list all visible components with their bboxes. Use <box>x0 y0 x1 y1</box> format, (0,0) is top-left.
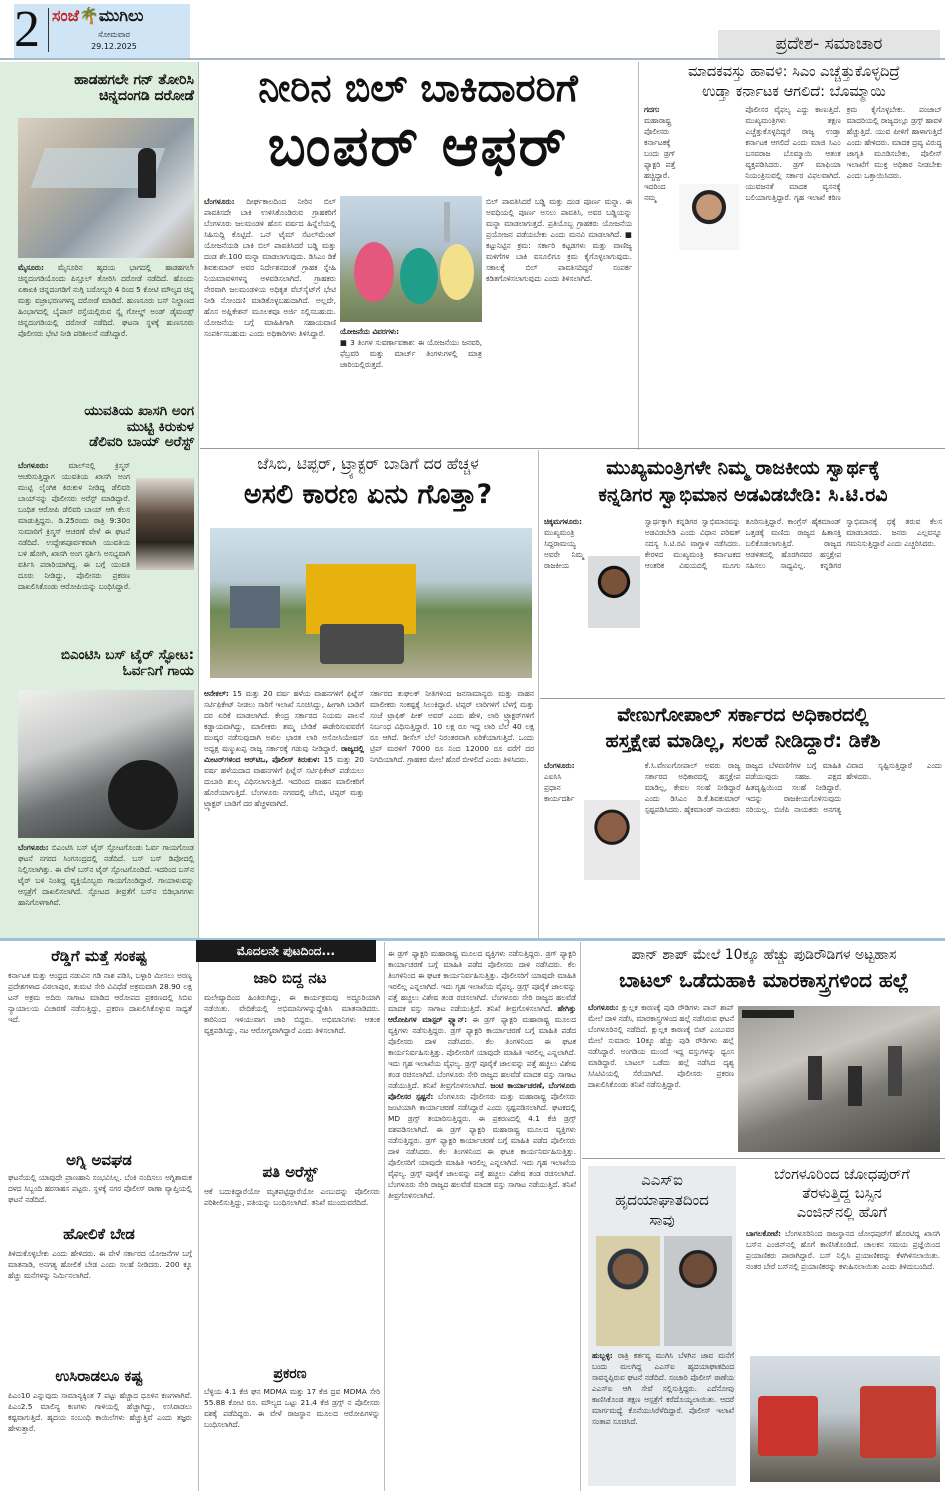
column-rule <box>198 942 199 1491</box>
story-gun-robbery <box>8 72 194 104</box>
fire-text: ಘಟನೆಯಲ್ಲಿ ಯಾವುದೇ ಪ್ರಾಣಹಾನಿ ಸಂಭವಿಸಿಲ್ಲ. ಬೆಂಕಿ ನಂದಿಸಲು ಅಗ್ನಿಶಾಮಕ ದಳದ ಸಿಬ್ಬಂದಿ ಹರಸಾಹಸ ಪಟ್ಟರು. ಸ್ಥಳಕ್ಕೆ ನಗರ ಪೊಲೀಸ್ ಠಾಣಾ ವ್ಯಾಪ್ತಿಯಲ್ಲಿ ಘಟನೆ ನಡೆದಿದೆ. <box>8 1173 192 1204</box>
continued-from-front-banner: ಮೊದಲನೇ ಪುಟದಿಂದ... <box>196 940 376 962</box>
section-rule <box>540 698 945 699</box>
logo-part-2: ಮುಗಿಲು <box>98 6 144 25</box>
jcb-tipper-photo <box>210 528 532 678</box>
section-rule-blue <box>0 938 945 941</box>
cctv-photo-pan-shop <box>738 1006 940 1152</box>
bus-tyre-photo <box>18 690 194 838</box>
husband-headline: ಪತಿ ಅರೆಸ್ಟ್ <box>262 1163 318 1181</box>
story-text: ಬೆಂಗಳೂರು: ಬಿಎಂಟಿಸಿ ಬಸ್ ಟೈರ್ ಸ್ಫೋಟಗೊಂಡು ಓರ್ವ ಗಾಯಗೊಂಡ ಘಟನೆ ನಗರದ ಸಿಂಗಸಂದ್ರದಲ್ಲಿ ನಡೆದಿದೆ. ಬಸ್ ಬಸ್ ಡಿಪೋದಲ್ಲಿ ನಿಲ್ಲಿಸಲಾಗಿತ್ತು. ಈ ವೇಳೆ ಬಸ್‌ನ ಟೈರ್ ಸ್ಫೋಟಗೊಂಡಿದೆ. ಇದರಿಂದ ಬಸ್‌ನ ಟೈರ್ ಬಳಿ ನಿಂತಿದ್ದ ವ್ಯಕ್ತಿಯೊಬ್ಬರು ಗಾಯಗೊಂಡಿದ್ದಾರೆ. ಗಾಯಾಳುವನ್ನು ಆಸ್ಪತ್ರೆಗೆ ದಾಖಲಿಸಲಾಗಿದೆ. ಸ್ಫೋಟದ ತೀವ್ರತೆಗೆ ಬಸ್‌ನ ಬಿಡಿಭಾಗಗಳು ಹಾನಿಗೊಳಗಾಗಿವೆ. <box>18 843 194 907</box>
actor-text: ಮಲೇಷ್ಯಾದಿಂದ ಹಿಂತಿರುಗಿದ್ದು, ಈ ಕಾರ್ಯಕ್ರಮವು ಅದ್ದೂರಿಯಾಗಿ ನಡೆಯಿತು. ವೇದಿಕೆಯಲ್ಲಿ ಅಭಿಮಾನಿಗಳನ್ನುದ್ದೇಶಿಸಿ ಮಾತನಾಡಿದರು. ಕಾರಿನಿಂದ ಇಳಿಯುವಾಗ ಜಾರಿ ಬಿದ್ದರು. ಅಭಿಮಾನಿಗಳು ಆತಂಕ ವ್ಯಕ್ತಪಡಿಸಿದ್ದು, ನಟ ಆರೋಗ್ಯವಾಗಿದ್ದಾರೆ ಎಂದು ತಿಳಿಸಲಾಗಿದೆ. <box>204 993 380 1035</box>
logo-part-1: ಸಂಜೆ <box>52 6 79 25</box>
asi-uniform-photo <box>596 1236 660 1346</box>
section-rule <box>200 448 945 449</box>
masthead-day: ಸೋಮವಾರ <box>98 30 130 39</box>
column-rule <box>638 62 639 450</box>
actor-headline: ಜಾರಿ ಬಿದ್ದ ನಟ <box>253 969 327 987</box>
masthead-date: 29.12.2025 <box>91 42 137 51</box>
story-text: ಬೆಂಗಳೂರು: ಮಾಲ್‌ನಲ್ಲಿ ಕ್ರಿಸ್ಮಸ್ ಆಚರಿಸುತ್ತಿದ್ದಾಗ ಯುವತಿಯ ಖಾಸಗಿ ಅಂಗ ಮುಟ್ಟಿ ಲೈಂಗಿಕ ಕಿರುಕುಳ ನೀಡಿದ್ದ ಡೆಲಿವರಿ ಬಾಯ್‌ನನ್ನು ಪೊಲೀಸರು ಅರೆಸ್ಟ್ ಮಾಡಿದ್ದಾರೆ. ಬಂಧಿತ ಆರೋಪಿ ಡೆಲಿವರಿ ಬಾಯ್ ಆಗಿ ಕೆಲಸ ಮಾಡುತ್ತಿದ್ದನು. ಡಿ.25ರಂದು ರಾತ್ರಿ 9:30ರ ಸುಮಾರಿಗೆ ಕ್ರಿಸ್ಮಸ್ ಆಚರಣೆ ವೇಳೆ ಈ ಘಟನೆ ನಡೆದಿದೆ. ಉದ್ದೇಶಪೂರ್ವಕವಾಗಿ ಯುವತಿಯ ಬಳಿ ಹೋಗಿ, ಖಾಸಗಿ ಅಂಗ ಸ್ಪರ್ಶಿಸಿ ಅಸಭ್ಯವಾಗಿ ವರ್ತಿಸಿ ಪರಾರಿಯಾಗಿದ್ದ. ಈ ಬಗ್ಗೆ ಯುವತಿ ದೂರು ನೀಡಿದ್ದು, ಪೊಲೀಸರು ಪ್ರಕರಣ ದಾಖಲಿಸಿಕೊಂಡು ಆರೋಪಿಯನ್ನು ಬಂಧಿಸಿದ್ದಾರೆ. <box>18 460 194 636</box>
bus-photo <box>750 1356 940 1482</box>
water-bill-text-col3: ಬಿಲ್ ಪಾವತಿಸಿದರೆ ಬಡ್ಡಿ ಮತ್ತು ದಂಡ ಪೂರ್ಣ ಮನ್ನಾ. ಈ ಅವಧಿಯಲ್ಲಿ ಪೂರ್ಣ ಅಸಲು ಪಾವತಿಸಿ, ಅವರ ಬಡ್ಡಿಯನ್ನು ಮನ್ನಾ ಮಾಡಲಾಗುತ್ತದೆ. ಪ್ರತಿಯೊಬ್ಬ ಗ್ರಾಹಕರು ಯೋಜನೆಯ ಪ್ರಯೋಜನ ಪಡೆಯಬೇಕು ಎಂದು ಮನವಿ ಮಾಡಲಾಗಿದೆ. ■ ಕಟ್ಟುನಿಟ್ಟಿನ ಕ್ರಮ: ಸರ್ಕಾರಿ ಕಟ್ಟಡಗಳು ಮತ್ತು ವಾಣಿಜ್ಯ ಮಳಿಗೆಗಳ ಬಾಕಿ ವಸೂಲಿಗೂ ಕ್ರಮ ಕೈಗೊಳ್ಳಲಾಗುವುದು. ಸಕಾಲಕ್ಕೆ ಬಿಲ್ ಪಾವತಿಸದಿದ್ದರೆ ಸಂಪರ್ಕ ಕಡಿತಗೊಳಿಸಲಾಗುವುದು ಎಂದು ತಿಳಿಸಲಾಗಿದೆ. <box>486 197 632 283</box>
story-bommai-headline: ಮಾದಕವಸ್ತು ಹಾವಳಿ: ಸಿಎಂ ಎಚ್ಚೆತ್ತುಕೊಳ್ಳದಿದ್ರೆ ಉಡ್ತಾ ಕರ್ನಾಟಕ ಆಗಲಿದೆ: ಬೊಮ್ಮಾಯಿ <box>687 64 901 100</box>
story-bmtc-tyre <box>8 648 194 679</box>
holike-headline: ಹೋಲಿಕೆ ಬೇಡ <box>63 1225 135 1243</box>
story-jcb-headline: ಜೆಸಿಬಿ, ಟಿಪ್ಪರ್, ಟ್ರ್ಯಾಕ್ಟರ್ ಬಾಡಿಗೆ ದರ ಹೆಚ್ಚಳ ಅಸಲಿ ಕಾರಣ ಏನು ಗೊತ್ತಾ? <box>243 455 493 510</box>
jcb-text-col1: ಆನೇಕಲ್: 15 ಮತ್ತು 20 ವರ್ಷ ಹಳೆಯ ವಾಹನಗಳಿಗೆ ಫಿಟ್ನೆಸ್ ಸರ್ಟಿಫಿಕೇಟ್ ನೀಡಲು ಸಾರಿಗೆ ಇಲಾಖೆ ಸೂಚಿಸಿದ್ದು, ಹೀಗಾಗಿ ಬಾಡಿಗೆ ದರ ಏರಿಕೆ ಮಾಡಲಾಗಿದೆ. ಕೇಂದ್ರ ಸರ್ಕಾರದ ನಿಯಮ ಪಾಲನೆ ಕಡ್ಡಾಯವಾಗಿದ್ದು, ಮಾಲೀಕರು ತಮ್ಮ ಬೇಡಿಕೆ ಈಡೇರಿಸುವವರೆಗೆ ಮುಷ್ಕರ ನಡೆಸುವುದಾಗಿ ಅಖಿಲ ಭಾರತ ಲಾರಿ ಅಸೋಸಿಯೇಷನ್ ಅಧ್ಯಕ್ಷ ಷಣ್ಮುಖಪ್ಪ ರಾಜ್ಯ ಸರ್ಕಾರಕ್ಕೆ ಗಡುವು ನೀಡಿದ್ದಾರೆ. ರಾಜ್ಯದಲ್ಲಿ ಮೀಟರ್‌ಗಳಿಂದ ಆರ್‌ಟಿಒ, ಪೊಲೀಸ್ ಕಿರುಕುಳ: 15 ಮತ್ತು 20 ವರ್ಷ ಹಳೆಯದಾದ ವಾಹನಗಳಿಗೆ ಫಿಟ್ನೆಸ್ ಸರ್ಟಿಫಿಕೇಟ್ ಪಡೆಯಲು ದುಬಾರಿ ಶುಲ್ಕ ವಿಧಿಸಲಾಗುತ್ತಿದೆ. ಇದರಿಂದ ವಾಹನ ಮಾಲೀಕರಿಗೆ ಹೊರೆಯಾಗುತ್ತಿದೆ. ಬೆಂಗಳೂರು ನಗರದಲ್ಲಿ ಜೆಸಿಬಿ, ಟಿಪ್ಪರ್ ಮತ್ತು ಟ್ರ್ಯಾಕ್ಟರ್ ಬಾಡಿಗೆ ದರ ಹೆಚ್ಚಳವಾಗಿದೆ. <box>204 689 364 808</box>
column-rule <box>198 62 199 938</box>
dk-shivakumar-photo <box>584 800 640 880</box>
newspaper-logo <box>52 6 143 26</box>
case-text: ಬೆಳ್ಳಿಯ 4.1 ಕೆಜಿ ಘನ MDMA ಮತ್ತು 17 ಕೆಜಿ ದ್ರವ MDMA ಸೇರಿ 55.88 ಕೋಟಿ ರೂ. ಮೌಲ್ಯದ ಒಟ್ಟು 21.4 ಕೆಜಿ ಡ್ರಗ್ಸ್ ನ ಪೊಲೀಸರು ವಶಕ್ಕೆ ಪಡೆದಿದ್ದರು. ಈ ವೇಳೆ ರಾಜಸ್ಥಾನ ಮೂಲದ ಆರೋಪಿಗಳನ್ನು ಬಂಧಿಸಲಾಗಿದೆ. <box>204 1387 380 1429</box>
story-text: ಬೆಂಗಳೂರು: ಕ್ಷುಲ್ಲಕ ಕಾರಣಕ್ಕೆ ಪುಡಿ ರೌಡಿಗಳು ಪಾನ್ ಶಾಪ್ ಮೇಲೆ ದಾಳಿ ನಡೆಸಿ, ಮಾರಕಾಸ್ತ್ರಗಳಿಂದ ಹಲ್ಲೆ ನಡೆಸಿರುವ ಘಟನೆ ಬೆಂಗಳೂರಿನಲ್ಲಿ ನಡೆದಿದೆ. ಕ್ಷುಲ್ಲಕ ಕಾರಣಕ್ಕೆ ಬಿಟ್ ಎಂಬುವರ ಮೇಲೆ ಸುಮಾರು 10ಕ್ಕೂ ಹೆಚ್ಚು ಪುಡಿ ರೌಡಿಗಳು ಹಲ್ಲೆ ನಡೆಸಿದ್ದಾರೆ. ಅಂಗಡಿಯ ಮುಂದೆ ಇದ್ದ ವಸ್ತುಗಳನ್ನು ಧ್ವಂಸ ಮಾಡಿದ್ದಾರೆ. ಬಾಟಲ್ ಒಡೆದು ಹಲ್ಲೆ ನಡೆಸಿದ ದೃಶ್ಯ ಸಿಸಿಟಿವಿಯಲ್ಲಿ ಸೆರೆಯಾಗಿದೆ. ಪೊಲೀಸರು ಪ್ರಕರಣ ದಾಖಲಿಸಿಕೊಂಡು ತನಿಖೆ ನಡೆಸುತ್ತಿದ್ದಾರೆ. <box>588 1003 734 1089</box>
reddy-text: ಕರ್ನಾಟಕ ಮತ್ತು ಆಂಧ್ರದ ನಡುವಿನ ಗಡಿ ನಾಶ ಪಡಿಸಿ, ಬಳ್ಳಾರಿ ಮೀಸಲು ಅರಣ್ಯ ಪ್ರದೇಶಗಳಾದ ವಿಠಲಾಪುರ, ತುಮಟಿ ಸೇರಿ ವಿವಿಧೆಡೆ ಅಕ್ರಮವಾಗಿ 28.90 ಲಕ್ಷ ಟನ್ ಅಕ್ರಮ ಅದಿರು ಸಾಗಾಟ ಮಾಡಿದ ಆರೋಪದ ಪ್ರಕರಣದಲ್ಲಿ ಸಿಬಿಐ ನ್ಯಾಯಾಲಯ ವಿಚಾರಣೆ ನಡೆಸುತ್ತಿದ್ದು, ಪ್ರಕರಣ ದಾಖಲಿಸಿಕೊಳ್ಳುವ ಸಾಧ್ಯತೆ ಇದೆ. <box>8 971 192 1024</box>
bommai-photo <box>679 184 739 250</box>
ct-ravi-photo <box>588 556 640 628</box>
bullet-item: ■ 3 ತಿಂಗಳ ಸುವರ್ಣಾವಕಾಶ: ಈ ಯೋಜನೆಯು ಜನವರಿ, ಫೆಬ್ರವರಿ ಮತ್ತು ಮಾರ್ಚ್ ತಿಂಗಳುಗಳಲ್ಲಿ ಮಾತ್ರ ಜಾರಿಯಲ್ಲಿರುತ್ತದೆ. <box>340 338 482 369</box>
masthead-divider <box>48 8 49 52</box>
headline: ಬಿಎಂಟಿಸಿ ಬಸ್ ಟೈರ್ ಸ್ಫೋಟ: ಓರ್ವನಿಗೆ ಗಾಯ <box>60 647 194 679</box>
water-bill-text-col2: ಯೋಜನೆಯ ವಿವರಗಳು: ■ 3 ತಿಂಗಳ ಸುವರ್ಣಾವಕಾಶ: ಈ ಯೋಜನೆಯು ಜನವರಿ, ಫೆಬ್ರವರಿ ಮತ್ತು ಮಾರ್ಚ್ ತಿಂಗಳುಗಳಲ್ಲಿ ಮಾತ್ರ ಜಾರಿಯಲ್ಲಿರುತ್ತದೆ. <box>340 327 482 369</box>
accused-photo <box>136 478 194 570</box>
story-text: ಬೆಂಗಳೂರು: ಎಐಸಿಸಿ ಪ್ರಧಾನ ಕಾರ್ಯದರ್ಶಿ ಕೆ.ಸಿ.ವೇಣುಗೋಪಾಲ್ ಅವರು ರಾಜ್ಯ ಸರ್ಕಾರದ ಅಧಿಕಾರದಲ್ಲಿ ಹಸ್ತಕ್ಷೇಪ ಮಾಡಿಲ್ಲ, ಕೇವಲ ಸಲಹೆ ನೀಡಿದ್ದಾರೆ ಎಂದು ಡಿಸಿಎಂ ಡಿ.ಕೆ.ಶಿವಕುಮಾರ್ ಸ್ಪಷ್ಟಪಡಿಸಿದರು. ಹೈಕಮಾಂಡ್ ನಾಯಕರು ರಾಜ್ಯದ ಬೆಳವಣಿಗೆಗಳ ಬಗ್ಗೆ ಮಾಹಿತಿ ಪಡೆಯುವುದು ಸಹಜ. ಪಕ್ಷದ ಹಿತದೃಷ್ಟಿಯಿಂದ ಸಲಹೆ ನೀಡಿದ್ದಾರೆ. ಇದನ್ನು ರಾಜಕೀಯಗೊಳಿಸುವುದು ಸರಿಯಲ್ಲ. ಬಿಜೆಪಿ ನಾಯಕರು ಅನಗತ್ಯ ವಿವಾದ ಸೃಷ್ಟಿಸುತ್ತಿದ್ದಾರೆ ಎಂದು ಹೇಳಿದರು. <box>544 760 942 932</box>
column-rule <box>384 942 385 1491</box>
story-text: ಮೈಸೂರು: ಮೈಸೂರಿನ ಹೃದಯ ಭಾಗದಲ್ಲಿ ಹಾಡಹಗಲೇ ಚಿನ್ನದಂಗಡಿಯೊಂದು ಪಿಸ್ತೂಲ್ ತೋರಿಸಿ ದರೋಡೆ ನಡೆದಿದೆ. ಹೊಂದು ಏಕಾಏಕಿ ಚಿನ್ನದಂಗಡಿಗೆ ನುಗ್ಗಿ ಬರೋಬ್ಬರಿ 4 ರಿಂದ 5 ಕೋಟಿ ಮೌಲ್ಯದ ಚಿನ್ನ ಮತ್ತು ವಜ್ರಾಭರಣಗಳನ್ನ ದರೋಡೆ ಮಾಡಿದೆ. ಹುಣಸೂರು ಬಸ್ ನಿಲ್ದಾಣದ ಹಿಂಭಾಗದಲ್ಲಿ ಬೈಪಾಸ್ ರಸ್ತೆಯಲ್ಲಿರುವ ಸ್ಕೈ ಗೋಲ್ಡ್ ಅಂಡ್ ಡೈಮಂಡ್ಸ್ ಚಿನ್ನದಂಗಡಿಯಲ್ಲಿ ದರೋಡೆ ನಡೆದಿದೆ. ಘಟನಾ ಸ್ಥಳಕ್ಕೆ ಹುಣಸೂರು ಪೊಲೀಸರು ಭೇಟಿ ನೀಡಿ ಪರಿಶೀಲನೆ ನಡೆಸಿದ್ದಾರೆ. <box>18 263 194 338</box>
page-number: 2 <box>14 1 40 58</box>
headline: ಹಾಡಹಗಲೇ ಗನ್ ತೋರಿಸಿ ಚಿನ್ನದಂಗಡಿ ದರೋಡೆ <box>74 72 194 105</box>
story-water-bill-headline: ನೀರಿನ ಬಿಲ್ ಬಾಕಿದಾರರಿಗೆ ಬಂಪರ್ ಆಫರ್ <box>258 66 578 179</box>
section-label: ಪ್ರದೇಶ- ಸಮಾಚಾರ <box>718 30 940 58</box>
story-ct-ravi-headline: ಮುಖ್ಯಮಂತ್ರಿಗಳೇ ನಿಮ್ಮ ರಾಜಕೀಯ ಸ್ವಾರ್ಥಕ್ಕೆ ಕನ್ನಡಿಗರ ಸ್ವಾಭಿಮಾನ ಅಡವಿಡಬೇಡಿ: ಸಿ.ಟಿ.ರವಿ <box>598 457 888 506</box>
story-asi-headline: ಎಎಸ್‌ಐ ಹೃದಯಾಘಾತದಿಂದ ಸಾವು <box>615 1171 709 1229</box>
breath-text: ಪಿಎಂ10 ಎನ್ನುವುದು ಸಾಮಾನ್ಯಕ್ಕಿಂತ 7 ಪಟ್ಟು ಹೆಚ್ಚಾದ ಧೂಳಿನ ಕಣಗಳಾಗಿವೆ. ಪಿಎಂ2.5 ಮಾಲಿನ್ಯ ಕಣಗಳು ಗಾಳಿಯಲ್ಲಿ ಹೆಚ್ಚಾಗಿದ್ದು, ಉಸಿರಾಡಲು ಕಷ್ಟವಾಗುತ್ತಿದೆ. ಹೃದಯ ಸಂಬಂಧಿ ಕಾಯಿಲೆಗಳು ಹೆಚ್ಚುತ್ತಿವೆ ಎಂದು ತಜ್ಞರು ಹೇಳುತ್ತಾರೆ. <box>8 1391 192 1433</box>
story-text: ಹುಬ್ಬಳ್ಳಿ: ರಾತ್ರಿ ಕರ್ತವ್ಯ ಮುಗಿಸಿ ಬೆಳಗಿನ ಜಾವ ಮನೆಗೆ ಬಂದು ಮಲಗಿದ್ದ ಎಎಸ್‌ಐ ಹೃದಯಾಘಾತದಿಂದ ಸಾವನ್ನಪ್ಪಿರುವ ಘಟನೆ ನಡೆದಿದೆ. ಸಂಚಾರಿ ಪೊಲೀಸ್ ಠಾಣೆಯ ಎಎಸ್‌ಐ ಆಗಿ ಸೇವೆ ಸಲ್ಲಿಸುತ್ತಿದ್ದರು. ಎದೆನೋವು ಕಾಣಿಸಿಕೊಂಡ ತಕ್ಷಣ ಆಸ್ಪತ್ರೆಗೆ ಕರೆದೊಯ್ಯಲಾಯಿತು. ಆದರೆ ಮಾರ್ಗಮಧ್ಯೆ ಕೊನೆಯುಸಿರೆಳೆದಿದ್ದಾರೆ. ಪೊಲೀಸ್ ಇಲಾಖೆ ಸಂತಾಪ ಸೂಚಿಸಿದೆ. <box>592 1351 734 1426</box>
story-text: ಚಿಕ್ಕಮಗಳೂರು: ಮುಖ್ಯಮಂತ್ರಿ ಸಿದ್ದರಾಮಯ್ಯ ಅವರೇ ನಿಮ್ಮ ರಾಜಕೀಯ ಸ್ವಾರ್ಥಕ್ಕಾಗಿ ಕನ್ನಡಿಗರ ಸ್ವಾಭಿಮಾನವನ್ನು ಅಡವಿಡಬೇಡಿ ಎಂದು ವಿಧಾನ ಪರಿಷತ್ ಸದಸ್ಯ ಸಿ.ಟಿ.ರವಿ ವಾಗ್ದಾಳಿ ನಡೆಸಿದರು. ಕೇರಳದ ಮುಖ್ಯಮಂತ್ರಿ ಕರ್ನಾಟಕದ ಆಂತರಿಕ ವಿಷಯದಲ್ಲಿ ಮೂಗು ತೂರಿಸುತ್ತಿದ್ದಾರೆ. ಕಾಂಗ್ರೆಸ್ ಹೈಕಮಾಂಡ್ ಒತ್ತಡಕ್ಕೆ ಮಣಿದು ರಾಜ್ಯದ ಹಿತಾಸಕ್ತಿ ಬಲಿಕೊಡಲಾಗುತ್ತಿದೆ. ರಾಜ್ಯದ ಆಡಳಿತದಲ್ಲಿ ಹೊರಗಿನವರ ಹಸ್ತಕ್ಷೇಪ ಸಹಿಸಲು ಸಾಧ್ಯವಿಲ್ಲ. ಕನ್ನಡಿಗರ ಸ್ವಾಭಿಮಾನಕ್ಕೆ ಧಕ್ಕೆ ತರುವ ಕೆಲಸ ಮಾಡಬಾರದು. ಜನರು ಎಲ್ಲವನ್ನೂ ಗಮನಿಸುತ್ತಿದ್ದಾರೆ ಎಂದು ಎಚ್ಚರಿಸಿದರು. <box>544 516 942 694</box>
water-pots-photo <box>340 196 482 322</box>
reddy-headline: ರೆಡ್ಡಿಗೆ ಮತ್ತೆ ಸಂಕಷ್ಟ <box>51 947 147 965</box>
jcb-text-col2: ಸರ್ಕಾರದ ತುಘಲಕ್ ನೀತಿಗಳಿಂದ ಜನಸಾಮಾನ್ಯರು ಮತ್ತು ವಾಹನ ಮಾಲೀಕರು ಸಂಕಷ್ಟಕ್ಕೆ ಸಿಲುಕಿದ್ದಾರೆ. ಟಿಪ್ಪರ್ ಲಾರಿಗಳಿಗೆ ಬೆಳಗ್ಗೆ ಮತ್ತು ಸಂಜೆ ಟ್ರಾಫಿಕ್ ಪೀಕ್ ಅವರ್ ಎಂದು ಹೇಳಿ, ಲಾರಿ ಟ್ರ್ಯಾಕ್ಟರ್‌ಗಳಿಗೆ ನಿರ್ಬಂಧ ವಿಧಿಸುತ್ತಿದ್ದಾರೆ. 10 ಲಕ್ಷ ರೂ ಇದ್ದ ಲಾರಿ ಬೆಲೆ 40 ಲಕ್ಷ ರೂ ಆಗಿದೆ. ಡೀಸೆಲ್ ಬೆಲೆ ನಿರಂತರವಾಗಿ ಏರಿಕೆಯಾಗುತ್ತಿದೆ. ಒಂದು ಟ್ರಿಪ್ ಮರಳಿಗೆ 7000 ರೂ ನಿಂದ 12000 ರೂ ವರೆಗೆ ದರ ನಿಗದಿಯಾಗಿದೆ. ಗ್ರಾಹಕರ ಮೇಲೆ ಹೊರೆ ಬೀಳಲಿದೆ ಎಂದು ತಿಳಿಸಿದರು. <box>370 689 534 764</box>
cctv-photo-jewellery-store <box>18 118 194 258</box>
drug-case-text: ಈ ಡ್ರಗ್ ಫ್ಯಾಕ್ಟರಿ ಮಹಾರಾಷ್ಟ್ರ ಮೂಲದ ವ್ಯಕ್ತಿಗಳು ನಡೆಸುತ್ತಿದ್ದರು. ಡ್ರಗ್ ಫ್ಯಾಕ್ಟರಿ ಕಾರ್ಯಾಚರಣೆ ಬಗ್ಗೆ ಮಾಹಿತಿ ಪಡೆದ ಪೊಲೀಸರು ದಾಳಿ ನಡೆಸಿದರು. ಕೆಲ ತಿಂಗಳಿನಿಂದ ಈ ಘಟಕ ಕಾರ್ಯನಿರ್ವಹಿಸುತ್ತಿತ್ತು. ಪೊಲೀಸರಿಗೆ ಯಾವುದೇ ಮಾಹಿತಿ ಇರಲಿಲ್ಲ ಎನ್ನಲಾಗಿದೆ. ಇದು ಗೃಹ ಇಲಾಖೆಯ ವೈಫಲ್ಯ. ಡ್ರಗ್ಸ್ ಪೂರೈಕೆ ಜಾಲವನ್ನು ಪತ್ತೆ ಹಚ್ಚಲು ವಿಶೇಷ ತಂಡ ರಚಿಸಲಾಗಿದೆ. ಬೆಂಗಳೂರು ಸೇರಿ ರಾಜ್ಯದ ಹಲವೆಡೆ ಮಾದಕ ವಸ್ತು ಸಾಗಾಟ ನಡೆಯುತ್ತಿದೆ. ತನಿಖೆ ತೀವ್ರಗೊಳಿಸಲಾಗಿದೆ. ಹೇಗಿತ್ತು ಆರೋಪಿಗಳ ಮಾಸ್ಟರ್ ಪ್ಲ್ಯಾನ್: ಈ ಡ್ರಗ್ ಫ್ಯಾಕ್ಟರಿ ಮಹಾರಾಷ್ಟ್ರ ಮೂಲದ ವ್ಯಕ್ತಿಗಳು ನಡೆಸುತ್ತಿದ್ದರು. ಡ್ರಗ್ ಫ್ಯಾಕ್ಟರಿ ಕಾರ್ಯಾಚರಣೆ ಬಗ್ಗೆ ಮಾಹಿತಿ ಪಡೆದ ಪೊಲೀಸರು ದಾಳಿ ನಡೆಸಿದರು. ಕೆಲ ತಿಂಗಳಿನಿಂದ ಈ ಘಟಕ ಕಾರ್ಯನಿರ್ವಹಿಸುತ್ತಿತ್ತು. ಪೊಲೀಸರಿಗೆ ಯಾವುದೇ ಮಾಹಿತಿ ಇರಲಿಲ್ಲ ಎನ್ನಲಾಗಿದೆ. ಇದು ಗೃಹ ಇಲಾಖೆಯ ವೈಫಲ್ಯ. ಡ್ರಗ್ಸ್ ಪೂರೈಕೆ ಜಾಲವನ್ನು ಪತ್ತೆ ಹಚ್ಚಲು ವಿಶೇಷ ತಂಡ ರಚಿಸಲಾಗಿದೆ. ಬೆಂಗಳೂರು ಸೇರಿ ರಾಜ್ಯದ ಹಲವೆಡೆ ಮಾದಕ ವಸ್ತು ಸಾಗಾಟ ನಡೆಯುತ್ತಿದೆ. ತನಿಖೆ ತೀವ್ರಗೊಳಿಸಲಾಗಿದೆ. ಜಂಟಿ ಕಾರ್ಯಾಚರಣೆ, ಬೆಂಗಳೂರು ಪೊಲೀಸರ ಸ್ಪಷ್ಟನೆ: ಬೆಂಗಳೂರು ಪೊಲೀಸರು ಮತ್ತು ಮಹಾರಾಷ್ಟ್ರ ಪೊಲೀಸರು ಜಂಟಿಯಾಗಿ ಕಾರ್ಯಾಚರಣೆ ನಡೆಸಿದ್ದಾರೆ ಎಂದು ಸ್ಪಷ್ಟಪಡಿಸಲಾಗಿದೆ. ಘಟಕದಲ್ಲಿ MD ಡ್ರಗ್ಸ್ ತಯಾರಿಸುತ್ತಿದ್ದರು. ಈ ಪ್ರಕರಣದಲ್ಲಿ 4.1 ಕೆಜಿ ಡ್ರಗ್ಸ್ ವಶಪಡಿಸಲಾಗಿದೆ. ಈ ಡ್ರಗ್ ಫ್ಯಾಕ್ಟರಿ ಮಹಾರಾಷ್ಟ್ರ ಮೂಲದ ವ್ಯಕ್ತಿಗಳು ನಡೆಸುತ್ತಿದ್ದರು. ಡ್ರಗ್ ಫ್ಯಾಕ್ಟರಿ ಕಾರ್ಯಾಚರಣೆ ಬಗ್ಗೆ ಮಾಹಿತಿ ಪಡೆದ ಪೊಲೀಸರು ದಾಳಿ ನಡೆಸಿದರು. ಕೆಲ ತಿಂಗಳಿನಿಂದ ಈ ಘಟಕ ಕಾರ್ಯನಿರ್ವಹಿಸುತ್ತಿತ್ತು. ಪೊಲೀಸರಿಗೆ ಯಾವುದೇ ಮಾಹಿತಿ ಇರಲಿಲ್ಲ ಎನ್ನಲಾಗಿದೆ. ಇದು ಗೃಹ ಇಲಾಖೆಯ ವೈಫಲ್ಯ. ಡ್ರಗ್ಸ್ ಪೂರೈಕೆ ಜಾಲವನ್ನು ಪತ್ತೆ ಹಚ್ಚಲು ವಿಶೇಷ ತಂಡ ರಚಿಸಲಾಗಿದೆ. ಬೆಂಗಳೂರು ಸೇರಿ ರಾಜ್ಯದ ಹಲವೆಡೆ ಮಾದಕ ವಸ್ತು ಸಾಗಾಟ ನಡೆಯುತ್ತಿದೆ. ತನಿಖೆ ತೀವ್ರಗೊಳಿಸಲಾಗಿದೆ. <box>388 949 576 1200</box>
column-rule <box>538 450 539 938</box>
water-bill-text-col1: ಬೆಂಗಳೂರು: ದೀರ್ಘಕಾಲದಿಂದ ನೀರಿನ ಬಿಲ್ ಪಾವತಿಸದೇ ಬಾಕಿ ಉಳಿಸಿಕೊಂಡಿರುವ ಗ್ರಾಹಕರಿಗೆ ಬೆಂಗಳೂರು ಜಲಮಂಡಳಿ ಹೊಸ ವರ್ಷದ ಹಿನ್ನೆಲೆಯಲ್ಲಿ ಸಿಹಿಸುದ್ದಿ ಕೊಟ್ಟಿದೆ. ಒನ್ ಟೈಮ್ ಸೆಟಲ್‌ಮೆಂಟ್ ಯೋಜನೆಯಡಿ ಬಾಕಿ ಬಿಲ್ ಪಾವತಿಸಿದರೆ ಬಡ್ಡಿ ಮತ್ತು ದಂಡ ಶೇ.100 ಮನ್ನಾ ಮಾಡಲಾಗುವುದು. ಡಿಸಿಎಂ ಡಿಕೆ ಶಿವಕುಮಾರ್ ಅವರ ನಿರ್ದೇಶನದಂತೆ ಗ್ರಾಹಕ ಸ್ನೇಹಿ ನಿಯಮಾವಳಿಗಳನ್ನ ಅಳವಡಿಸಲಾಗಿದೆ. ಗ್ರಾಹಕರು ನೇರವಾಗಿ ಜಲಮಂಡಳಿಯ ಅಧಿಕೃತ ವೆಬ್‌ಸೈಟ್‌ಗೆ ಭೇಟಿ ನೀಡಿ ನೋಂದಣಿ ಮಾಡಿಕೊಳ್ಳಬಹುದಾಗಿದೆ. ಅಲ್ಲದೇ, ಹೊಸ ಅಪ್ಲಿಕೇಶನ್ ಮೂಲಕವೂ ಅರ್ಜಿ ಸಲ್ಲಿಸಬಹುದು. ಯೋಜನೆಯ ಬಗ್ಗೆ ಮಾಹಿತಿಗಾಗಿ ಸಹಾಯವಾಣಿ ಸಂಪರ್ಕಿಸಬಹುದು ಎಂದು ಅಧಿಕಾರಿಗಳು ತಿಳಿಸಿದ್ದಾರೆ. <box>204 197 336 338</box>
palm-tree-icon: 🌴 <box>78 6 99 25</box>
husband-text: ಆಕೆ ಬದುಕಿದ್ದಾರೆಯೋ ಮೃತಪಟ್ಟಿದ್ದಾರೆಯೋ ಎಂಬುದನ್ನು ಪೊಲೀಸರು ಪರಿಶೀಲಿಸುತ್ತಿದ್ದು, ಪತಿಯನ್ನು ಬಂಧಿಸಲಾಗಿದೆ. ತನಿಖೆ ಮುಂದುವರೆದಿದೆ. <box>204 1187 380 1207</box>
fire-headline: ಅಗ್ನಿ ಅವಘಡ <box>66 1151 132 1169</box>
holike-text: ತಿಳಿದುಕೊಳ್ಳಬೇಕು ಎಂದು ಹೇಳಿದರು. ಈ ವೇಳೆ ಸರ್ಕಾರದ ಯೋಜನೆಗಳ ಬಗ್ಗೆ ಮಾತನಾಡಿ, ಅನಗತ್ಯ ಹೋಲಿಕೆ ಬೇಡ ಎಂದು ಸಲಹೆ ನೀಡಿದರು. 200 ಕ್ಕೂ ಹೆಚ್ಚು ಮನೆಗಳನ್ನು ನಿರ್ಮಿಸಲಾಗಿದೆ. <box>8 1249 192 1280</box>
breath-headline: ಉಸಿರಾಡಲೂ ಕಷ್ಟ <box>55 1367 143 1385</box>
story-pan-shop-headline: ಪಾನ್ ಶಾಪ್ ಮೇಲೆ 10ಕ್ಕೂ ಹೆಚ್ಚು ಪುಡಿರೌಡಿಗಳ ಅಟ್ಟಹಾಸ ಬಾಟಲ್ ಒಡೆದುಹಾಕಿ ಮಾರಕಾಸ್ತ್ರಗಳಿಂದ ಹಲ್ಲೆ <box>619 947 909 992</box>
headline: ಯುವತಿಯ ಖಾಸಗಿ ಅಂಗ ಮುಟ್ಟಿ ಕಿರುಕುಳ ಡೆಲಿವರಿ ಬಾಯ್ ಅರೆಸ್ಟ್ <box>84 403 194 451</box>
story-text: ಗದಗ: ಮಹಾರಾಷ್ಟ್ರ ಪೊಲೀಸರು ಕರ್ನಾಟಕಕ್ಕೆ ಬಂದು ಡ್ರಗ್ ಫ್ಯಾಕ್ಟರಿ ಪತ್ತೆ ಹಚ್ಚಿದ್ದಾರೆ. ಇದರಿಂದ ನಮ್ಮ ಪೊಲೀಸರ ವೈಫಲ್ಯ ಎದ್ದು ಕಾಣುತ್ತಿದೆ. ಮುಖ್ಯಮಂತ್ರಿಗಳು ತಕ್ಷಣ ಎಚ್ಚೆತ್ತುಕೊಳ್ಳದಿದ್ದರೆ ರಾಜ್ಯ ಉಡ್ತಾ ಕರ್ನಾಟಕ ಆಗಲಿದೆ ಎಂದು ಮಾಜಿ ಸಿಎಂ ಬಸವರಾಜ ಬೊಮ್ಮಾಯಿ ಆತಂಕ ವ್ಯಕ್ತಪಡಿಸಿದರು. ಡ್ರಗ್ ಮಾಫಿಯಾ ನಿಯಂತ್ರಿಸುವಲ್ಲಿ ಸರ್ಕಾರ ವಿಫಲವಾಗಿದೆ. ಯುವಜನತೆ ಮಾದಕ ವ್ಯಸನಕ್ಕೆ ಬಲಿಯಾಗುತ್ತಿದ್ದಾರೆ. ಗೃಹ ಇಲಾಖೆ ಕಠಿಣ ಕ್ರಮ ಕೈಗೊಳ್ಳಬೇಕು. ಪಂಜಾಬ್ ಮಾದರಿಯಲ್ಲಿ ರಾಜ್ಯದಲ್ಲೂ ಡ್ರಗ್ಸ್ ಹಾವಳಿ ಹೆಚ್ಚುತ್ತಿದೆ. ಯುವ ಪೀಳಿಗೆ ಹಾಳಾಗುತ್ತಿದೆ ಎಂದು ಹೇಳಿದರು. ಮಾದಕ ದ್ರವ್ಯ ವಿರುದ್ಧ ಜಾಗೃತಿ ಮೂಡಿಸಬೇಕು, ಪೊಲೀಸ್ ಇಲಾಖೆಗೆ ಮುಕ್ತ ಅಧಿಕಾರ ನೀಡಬೇಕು ಎಂದು ಒತ್ತಾಯಿಸಿದರು. <box>644 104 942 444</box>
asi-portrait-photo <box>664 1236 732 1346</box>
case-headline: ಪ್ರಕರಣ <box>273 1366 307 1382</box>
story-dk-headline: ವೇಣುಗೋಪಾಲ್ ಸರ್ಕಾರದ ಅಧಿಕಾರದಲ್ಲಿ ಹಸ್ತಕ್ಷೇಪ ಮಾಡಿಲ್ಲ, ಸಲಹೆ ನೀಡಿದ್ದಾರೆ: ಡಿಕೆಶಿ <box>605 704 881 752</box>
story-delivery-boy <box>8 404 194 451</box>
story-text: ಬಾಗಲಕೋಟೆ: ಬೆಂಗಳೂರಿನಿಂದ ರಾಜಸ್ಥಾನದ ಜೋಧಪುರ್‌ಗೆ ಹೊರಟಿದ್ದ ಖಾಸಗಿ ಬಸ್‌ನ ಎಂಜಿನ್‌ನಲ್ಲಿ ಹೊಗೆ ಕಾಣಿಸಿಕೊಂಡಿದೆ. ಚಾಲಕನ ಸಮಯ ಪ್ರಜ್ಞೆಯಿಂದ ಪ್ರಯಾಣಿಕರು ಪಾರಾಗಿದ್ದಾರೆ. ಬಸ್ ನಿಲ್ಲಿಸಿ ಪ್ರಯಾಣಿಕರನ್ನು ಕೆಳಗಿಳಿಸಲಾಯಿತು. ನಂತರ ಬೇರೆ ಬಸ್‌ನಲ್ಲಿ ಪ್ರಯಾಣಿಕರನ್ನು ಕಳುಹಿಸಲಾಯಿತು ಎಂದು ತಿಳಿದುಬಂದಿದೆ. <box>746 1229 940 1271</box>
section-rule <box>582 1158 945 1159</box>
top-rule <box>0 58 945 60</box>
story-bus-fire-headline: ಬೆಂಗಳೂರಿಂದ ಜೋಧಪುರ್‌ಗೆ ತೆರಳುತ್ತಿದ್ದ ಬಸ್ಸಿನ ಎಂಜಿನ್‌ನಲ್ಲಿ ಹೊಗೆ <box>774 1167 910 1221</box>
column-rule <box>580 942 581 1491</box>
